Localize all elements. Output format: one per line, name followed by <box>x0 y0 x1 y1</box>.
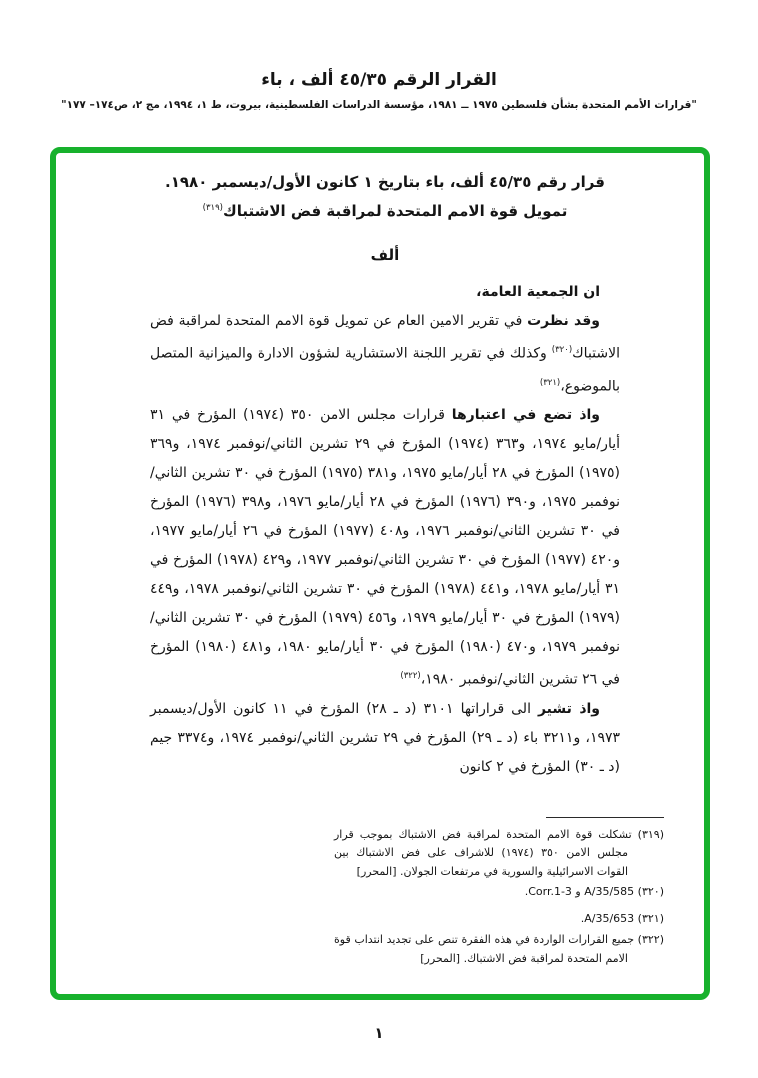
text-segment: واذ تشير <box>537 700 600 717</box>
footnotes-block <box>334 817 664 969</box>
text-segment: ان الجمعية العامة، <box>476 284 600 300</box>
footnote-text: A/35/653. <box>580 911 635 925</box>
source-citation: "قرارات الأمم المتحدة بشأن فلسطين ١٩٧٥ ــ ١٩٨١، مؤسسة الدراسات الفلسطينية، بيروت، ط ١، ١٩٩٤، مج ٢، ص١٧٤– ١٧٧" <box>61 99 697 111</box>
footnote-ref: (٣١٩) <box>202 203 223 213</box>
section-letter: ألف <box>370 246 400 264</box>
page-header <box>0 70 758 111</box>
footnote-number: (٣٢١) <box>634 911 664 925</box>
footnote-list <box>334 826 664 969</box>
text-segment: واذ تضع في اعتبارها <box>451 407 600 424</box>
paragraph <box>150 401 620 695</box>
footnote-number: (٣٢٢) <box>634 933 664 946</box>
resolution-content <box>150 171 620 782</box>
page-title: القرار الرقم ٤٥/٣٥ ألف ، باء <box>261 70 497 90</box>
text-segment: قرارات مجلس الامن ٣٥٠ (١٩٧٤) المؤرخ في ٣١ أيار/مايو ١٩٧٤، و٣٦٣ (١٩٧٤) المؤرخ في ٢٩ تشرين الثاني/نوفمبر ١٩٧٤، و٣٦٩ (١٩٧٥) المؤرخ في ٢٨ أيار/مايو ١٩٧٥، و٣٨١ (١٩٧٥) المؤرخ في ٣٠ تشرين الثاني/نوفمبر ١٩٧٥، و٣٩٠ (١٩٧٦) المؤرخ في ٢٨ أيار/مايو ١٩٧٦، و٣٩٨ (١٩٧٦) المؤرخ في ٣٠ تشرين الثاني/نوفمبر ١٩٧٦، و٤٠٨ (١٩٧٧) المؤرخ في ٢٦ أيار/مايو ١٩٧٧، و٤٢٠ (١٩٧٧) المؤرخ في ٣٠ تشرين الثاني/نوفمبر ١٩٧٧، و٤٢٩ (١٩٧٨) المؤرخ في ٣١ أيار/مايو ١٩٧٨، و٤٤١ (١٩٧٨) المؤرخ في ٣٠ تشرين الثاني/نوفمبر ١٩٧٨، و٤٤٩ (١٩٧٩) المؤرخ في ٣٠ أيار/مايو ١٩٧٩، و٤٥٦ (١٩٧٩) المؤرخ في ٣٠ تشرين الثاني/نوفمبر ١٩٧٩، و٤٧٠ (١٩٨٠) المؤرخ في ٣٠ أيار/مايو ١٩٨٠، و٤٨١ (١٩٨٠) المؤرخ في ٢٦ تشرين الثاني/نوفمبر ١٩٨٠، <box>150 407 621 688</box>
text-segment: وقد نظرت <box>527 313 600 329</box>
resolution-frame <box>50 147 710 1000</box>
text-segment: الى قراراتها ٣١٠١ (د ـ ٢٨) المؤرخ في ١١ كانون الأول/ديسمبر ١٩٧٣، و٣٢١١ باء (د ـ ٢٩) المؤرخ في ٢٩ تشرين الثاني/نوفمبر ١٩٧٤، و٣٣٧٤ جيم (د ـ ٣٠) المؤرخ في ٢ كانون <box>150 700 621 775</box>
page-number: ١ <box>374 1024 384 1042</box>
paragraph <box>150 695 620 782</box>
footnote-ref: (٣٢٢) <box>400 671 421 682</box>
footnote-separator <box>546 817 664 818</box>
footnote-number: (٣١٩) <box>631 827 664 841</box>
footnote-text: A/35/585 و Corr.1-3. <box>524 885 635 898</box>
paragraph-list <box>150 278 620 782</box>
footnote-ref: (٣٢٠) <box>551 345 573 355</box>
footnote <box>334 931 664 968</box>
resolution-subtitle <box>150 202 620 220</box>
footnote <box>334 883 664 902</box>
footnote-text: جميع القرارات الواردة في هذه الفقرة تنص على تجديد انتداب قوة الامم المتحدة لمراقبة فض الاشتباك. [المحرر] <box>334 933 635 965</box>
resolution-title: قرار رقم ٤٥/٣٥ ألف، باء بتاريخ ١ كانون الأول/ديسمبر ١٩٨٠. <box>165 173 605 191</box>
text-segment: في تقرير الامين العام عن تمويل قوة الامم المتحدة لمراقبة فض الاشتباك <box>150 313 620 362</box>
resolution-subtitle-text: تمويل قوة الامم المتحدة لمراقبة فض الاشتباك <box>223 202 568 220</box>
footnote-text: تشكلت قوة الامم المتحدة لمراقبة فض الاشتباك بموجب قرار مجلس الامن ٣٥٠ (١٩٧٤) للاشراف على فض الاشتباك بين القوات الاسرائيلية والسورية في مرتفعات الجولان. [المحرر] <box>334 827 632 878</box>
footnote <box>334 910 664 929</box>
footnote <box>334 826 664 882</box>
paragraph <box>150 278 620 307</box>
text-segment: وكذلك في تقرير اللجنة الاستشارية لشؤون الادارة والميزانية المتصل بالموضوع، <box>150 345 620 395</box>
footnote-ref: (٣٢١) <box>539 377 561 388</box>
paragraph <box>150 307 620 401</box>
footnote-number: (٣٢٠) <box>634 885 664 898</box>
